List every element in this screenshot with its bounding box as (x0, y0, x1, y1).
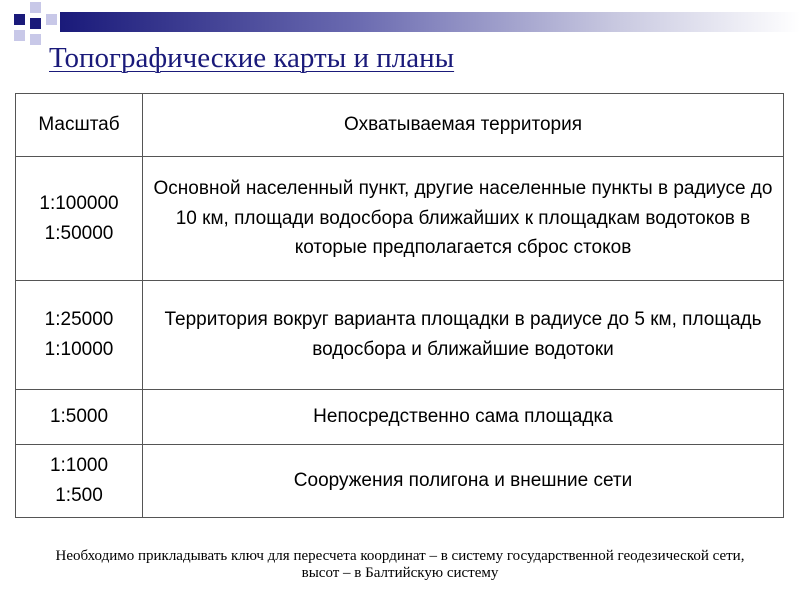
table-header-row (16, 94, 784, 157)
deco-square (30, 34, 41, 45)
column-header-scale: Масштаб (16, 94, 143, 157)
scale-value: 1:10000 (44, 339, 114, 360)
page-title: Топографические карты и планы (49, 42, 455, 74)
deco-square (14, 30, 25, 41)
deco-square (14, 14, 25, 25)
footnote: Необходимо прикладывать ключ для пересчета координат – в систему государственной геодезической сети, высот – в Балтийскую систему (55, 548, 745, 581)
scale-value: 1:500 (55, 485, 103, 506)
table-row (16, 281, 784, 390)
deco-square (30, 18, 41, 29)
scale-cell (16, 157, 143, 281)
scale-value: 1:5000 (49, 405, 109, 427)
column-header-territory: Охватываемая территория (143, 94, 784, 157)
scale-cell (16, 390, 143, 445)
deco-square (30, 2, 41, 13)
table-row (16, 157, 784, 281)
territory-cell: Сооружения полигона и внешние сети (143, 445, 784, 518)
scale-value: 1:100000 (39, 193, 119, 215)
table-row (16, 445, 784, 518)
scale-value: 1:1000 (49, 454, 109, 476)
scale-cell (16, 281, 143, 390)
scale-value: 1:50000 (44, 222, 114, 244)
table-row (16, 390, 784, 445)
topographic-maps-table (15, 93, 784, 518)
scale-cell (16, 445, 143, 518)
territory-cell: Непосредственно сама площадка (143, 390, 784, 445)
scale-value: 1:25000 (44, 308, 114, 330)
territory-cell: Территория вокруг варианта площадки в радиусе до 5 км, площадь водосбора и ближайшие водотоки (143, 281, 784, 390)
deco-square (46, 14, 57, 25)
header-gradient-bar (60, 12, 800, 32)
territory-cell: Основной населенный пункт, другие населенные пункты в радиусе до 10 км, площади водосбора ближайших к площадкам водотоков в которые предполагается сброс стоков (143, 157, 784, 281)
